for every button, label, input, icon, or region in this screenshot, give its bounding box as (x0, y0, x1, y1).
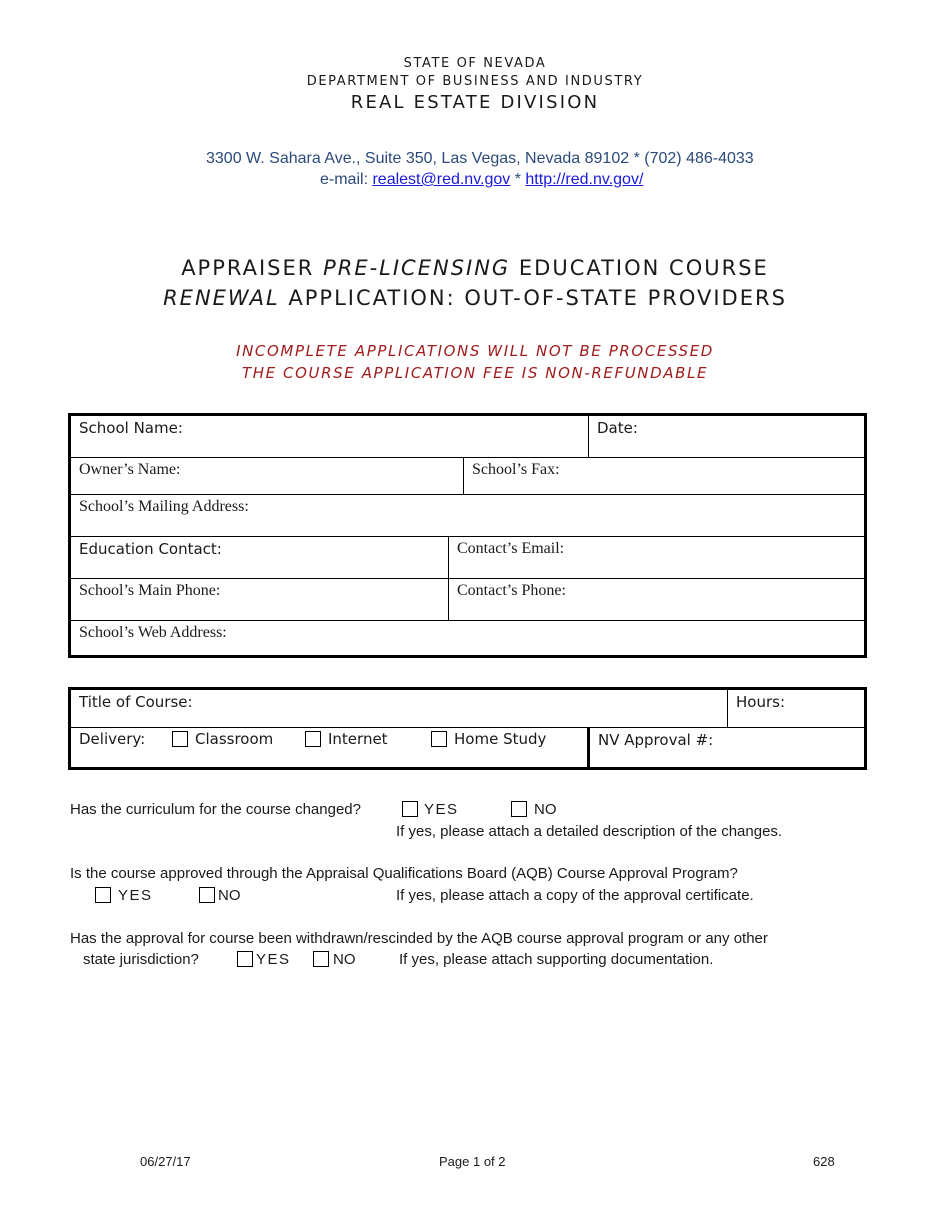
mailing-address-field[interactable] (71, 495, 864, 536)
q1-no-label: NO (534, 801, 557, 818)
classroom-checkbox[interactable] (172, 731, 188, 747)
q1-note: If yes, please attach a detailed description of the changes. (396, 823, 783, 840)
school-fax-field[interactable] (464, 458, 864, 494)
title-word-renewal: RENEWAL (163, 286, 280, 310)
school-info-form (68, 413, 867, 658)
school-name-label: School Name: (79, 419, 183, 437)
q1-no-checkbox[interactable] (511, 801, 527, 817)
home-study-label: Home Study (454, 730, 547, 748)
date-label: Date: (597, 419, 638, 437)
contact-email-field[interactable] (449, 537, 864, 578)
q2-no-checkbox[interactable] (199, 887, 215, 903)
q3-no-label: NO (333, 951, 356, 968)
division-heading: REAL ESTATE DIVISION (350, 92, 600, 113)
contact-phone-field[interactable] (449, 579, 864, 620)
question-aqb-approved: Is the course approved through the Appraisal Qualifications Board (AQB) Course Approval Program? (70, 865, 738, 882)
hours-field[interactable] (728, 690, 864, 727)
q2-yes-checkbox[interactable] (95, 887, 111, 903)
q3-note: If yes, please attach supporting documentation. (399, 951, 714, 968)
course-info-form (68, 687, 867, 770)
nv-approval-field[interactable] (590, 728, 864, 767)
website-link[interactable]: http://red.nv.gov/ (525, 171, 644, 188)
owner-name-field[interactable] (71, 458, 463, 494)
title-word-prelicensing: PRE-LICENSING (323, 256, 511, 280)
footer-page-number: Page 1 of 2 (439, 1154, 506, 1169)
web-address-field[interactable] (71, 621, 864, 655)
q3-yes-checkbox[interactable] (237, 951, 253, 967)
email-label: e-mail: (320, 171, 369, 188)
form-title-line1 (0, 256, 950, 280)
question-approval-withdrawn: Has the approval for course been withdrawn/rescinded by the AQB course approval program or any other (70, 930, 768, 947)
web-address-label: School’s Web Address: (79, 624, 227, 641)
hours-label: Hours: (736, 693, 785, 711)
home-study-checkbox[interactable] (431, 731, 447, 747)
q2-note: If yes, please attach a copy of the approval certificate. (396, 887, 754, 904)
warning-nonrefundable: THE COURSE APPLICATION FEE IS NON-REFUNDABLE (241, 364, 709, 382)
form-title-line2 (0, 286, 950, 310)
classroom-label: Classroom (195, 730, 274, 748)
main-phone-field[interactable] (71, 579, 448, 620)
contact-phone-label: Contact’s Phone: (457, 582, 566, 599)
email-link[interactable]: realest@red.nv.gov (372, 171, 511, 188)
main-phone-label: School’s Main Phone: (79, 582, 221, 599)
title-word-appraiser: APPRAISER (181, 256, 315, 280)
school-fax-label: School’s Fax: (472, 461, 560, 478)
owner-name-label: Owner’s Name: (79, 461, 181, 478)
state-heading: STATE OF NEVADA (403, 56, 547, 71)
q3-no-checkbox[interactable] (313, 951, 329, 967)
title-word-application: APPLICATION: OUT-OF-STATE PROVIDERS (288, 286, 787, 310)
school-name-field[interactable] (71, 416, 588, 457)
footer-form-number: 628 (813, 1154, 835, 1169)
contact-email-label: Contact’s Email: (457, 540, 565, 557)
department-heading: DEPARTMENT OF BUSINESS AND INDUSTRY (306, 74, 644, 89)
nv-approval-label: NV Approval #: (598, 731, 714, 749)
q2-no-label: NO (218, 887, 241, 904)
question-approval-withdrawn-cont: state jurisdiction? (83, 951, 199, 968)
delivery-label: Delivery: (79, 730, 146, 748)
footer-date: 06/27/17 (140, 1154, 191, 1169)
title-word-education: EDUCATION COURSE (518, 256, 769, 280)
internet-checkbox[interactable] (305, 731, 321, 747)
course-title-field[interactable] (71, 690, 727, 727)
q2-yes-label: YES (118, 887, 153, 904)
education-contact-label: Education Contact: (79, 540, 222, 558)
q3-yes-label: YES (256, 951, 291, 968)
warning-incomplete: INCOMPLETE APPLICATIONS WILL NOT BE PROCESSED (236, 342, 714, 360)
course-title-label: Title of Course: (79, 693, 193, 711)
q1-yes-label: YES (424, 801, 459, 818)
education-contact-field[interactable] (71, 537, 448, 578)
office-address: 3300 W. Sahara Ave., Suite 350, Las Vegas, Nevada 89102 * (702) 486-4033 (206, 150, 754, 167)
contact-line (320, 171, 643, 189)
q1-yes-checkbox[interactable] (402, 801, 418, 817)
mailing-address-label: School’s Mailing Address: (79, 498, 249, 515)
internet-label: Internet (328, 730, 388, 748)
date-field[interactable] (589, 416, 864, 457)
question-curriculum-changed: Has the curriculum for the course changed? (70, 801, 361, 818)
separator: * (514, 171, 521, 188)
